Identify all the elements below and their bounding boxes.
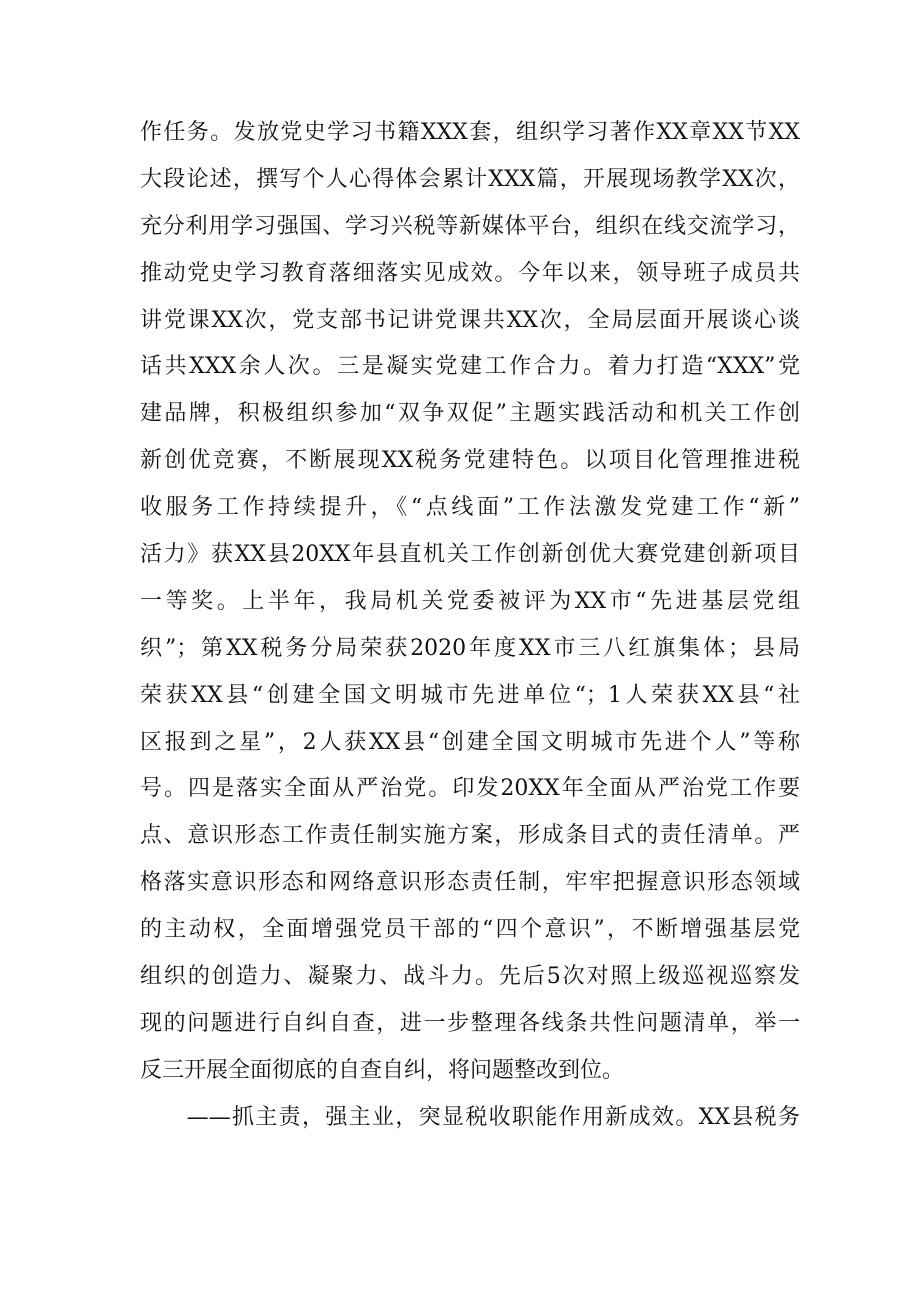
text-line: 作任务。发放党史学习书籍XXX套，组织学习著作XX章XX节XX — [140, 120, 800, 145]
text-line: 区报到之星”，2人获XX县“创建全国文明城市先进个人”等称 — [140, 729, 800, 755]
text-line: 现的问题进行自纠自查，进一步整理各线条共性问题清单，举一 — [140, 1010, 800, 1036]
text-line: 新创优竞赛，不断展现XX税务党建特色。以项目化管理推进税 — [140, 448, 800, 474]
text-line: 大段论述，撰写个人心得体会累计XXX篇，开展现场教学XX次， — [140, 166, 800, 192]
text-line: 组织的创造力、凝聚力、战斗力。先后5次对照上级巡视巡察发 — [140, 964, 800, 990]
text-line: 活力》获XX县20XX年县直机关工作创新创优大赛党建创新项目 — [140, 542, 800, 568]
text-line: 格落实意识形态和网络意识形态责任制，牢牢把握意识形态领域 — [140, 870, 800, 896]
text-line: 的主动权，全面增强党员干部的“四个意识”，不断增强基层党 — [140, 917, 800, 943]
text-line: 织”；第XX税务分局荣获2020年度XX市三八红旗集体；县局 — [140, 635, 800, 661]
text-line: 一等奖。上半年，我局机关党委被评为XX市“先进基层党组 — [140, 588, 800, 614]
text-line: 讲党课XX次，党支部书记讲党课共XX次，全局层面开展谈心谈 — [140, 307, 800, 333]
text-line: 号。四是落实全面从严治党。印发20XX年全面从严治党工作要 — [140, 776, 800, 802]
text-line: 建品牌，积极组织参加“双争双促”主题实践活动和机关工作创 — [140, 401, 800, 427]
text-line: 充分利用学习强国、学习兴税等新媒体平台，组织在线交流学习， — [140, 213, 800, 239]
text-line: 收服务工作持续提升，《“点线面”工作法激发党建工作“新” — [140, 495, 800, 521]
paragraph-end-line: 反三开展全面彻底的自查自纠，将问题整改到位。 — [140, 1057, 625, 1083]
text-line: 点、意识形态工作责任制实施方案，形成条目式的责任清单。严 — [140, 823, 800, 849]
document-body — [140, 110, 800, 1142]
section-heading-line: ——抓主责，强主业，突显税收职能作用新成效。XX县税务 — [140, 1104, 800, 1130]
text-line: 荣获XX县“创建全国文明城市先进单位“；1人荣获XX县“社 — [140, 682, 800, 708]
text-line: 话共XXX余人次。三是凝实党建工作合力。着力打造“XXX”党 — [140, 354, 800, 380]
text-line: 推动党史学习教育落细落实见成效。今年以来，领导班子成员共 — [140, 260, 800, 286]
